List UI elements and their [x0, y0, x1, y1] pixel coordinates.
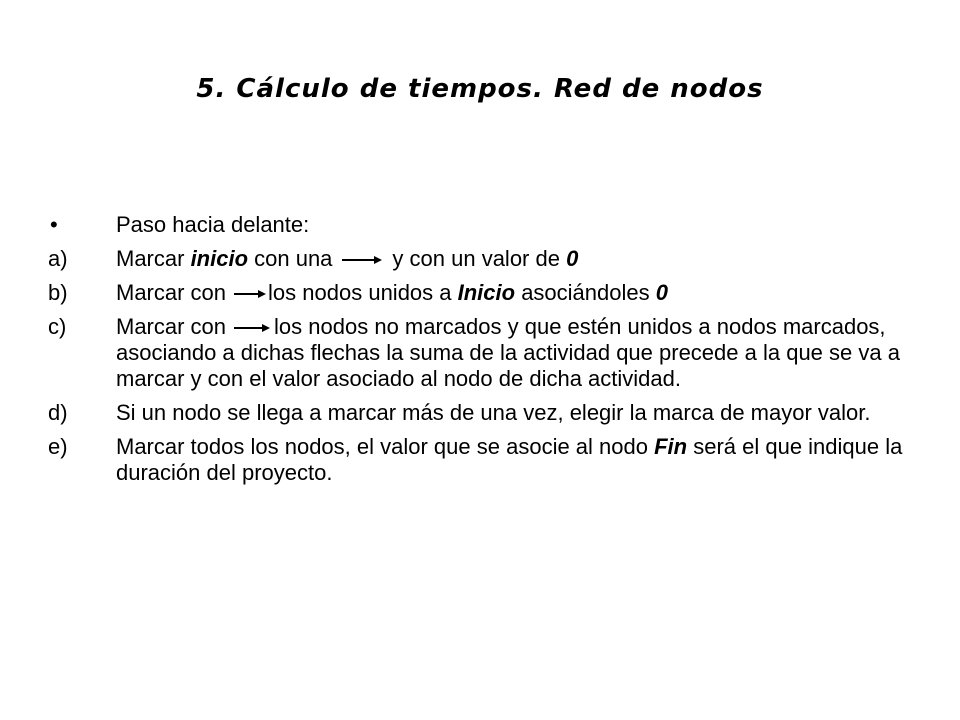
item-text: Marcar con: [116, 314, 227, 339]
right-arrow-icon: [226, 314, 274, 340]
item-emphasis: inicio: [190, 246, 249, 271]
item-emphasis: Inicio: [457, 280, 516, 305]
item-marker: b): [48, 280, 68, 305]
item-text: los nodos unidos a: [268, 280, 458, 305]
item-text: con una: [248, 246, 333, 271]
list-item-c: [48, 314, 908, 392]
list-item-d: [48, 400, 908, 426]
item-text: asociándoles: [515, 280, 656, 305]
right-arrow-icon: [226, 280, 268, 306]
bullet-icon: •: [50, 212, 58, 237]
right-arrow-icon: [332, 246, 392, 272]
item-marker: e): [48, 434, 68, 459]
item-marker: c): [48, 314, 67, 339]
item-text: será el que indique la duración del proyecto.: [116, 434, 903, 485]
item-marker: d): [48, 400, 68, 425]
item-emphasis: Fin: [654, 434, 688, 459]
intro-bullet: [48, 212, 908, 238]
item-text: Marcar con: [116, 280, 227, 305]
intro-text: Paso hacia delante:: [116, 212, 310, 237]
item-marker: a): [48, 246, 68, 271]
item-text: Si un nodo se llega a marcar más de una vez, elegir la marca de mayor valor.: [116, 400, 871, 425]
item-text: los nodos no marcados y que estén unidos a nodos marcados, asociando a dichas flechas la suma de la actividad que precede a la que se va a marcar y con el valor asociado al nodo de dicha actividad.: [116, 314, 900, 391]
list-item-a: [48, 246, 908, 272]
item-emphasis: 0: [655, 280, 668, 305]
item-text: y con un valor de: [392, 246, 567, 271]
list-item-e: [48, 434, 908, 486]
item-emphasis: 0: [566, 246, 579, 271]
list-item-b: [48, 280, 908, 306]
item-text: Marcar: [116, 246, 191, 271]
slide-content: [48, 212, 908, 494]
slide-title: 5. Cálculo de tiempos. Red de nodos: [196, 74, 764, 104]
item-text: Marcar todos los nodos, el valor que se asocie al nodo: [116, 434, 655, 459]
